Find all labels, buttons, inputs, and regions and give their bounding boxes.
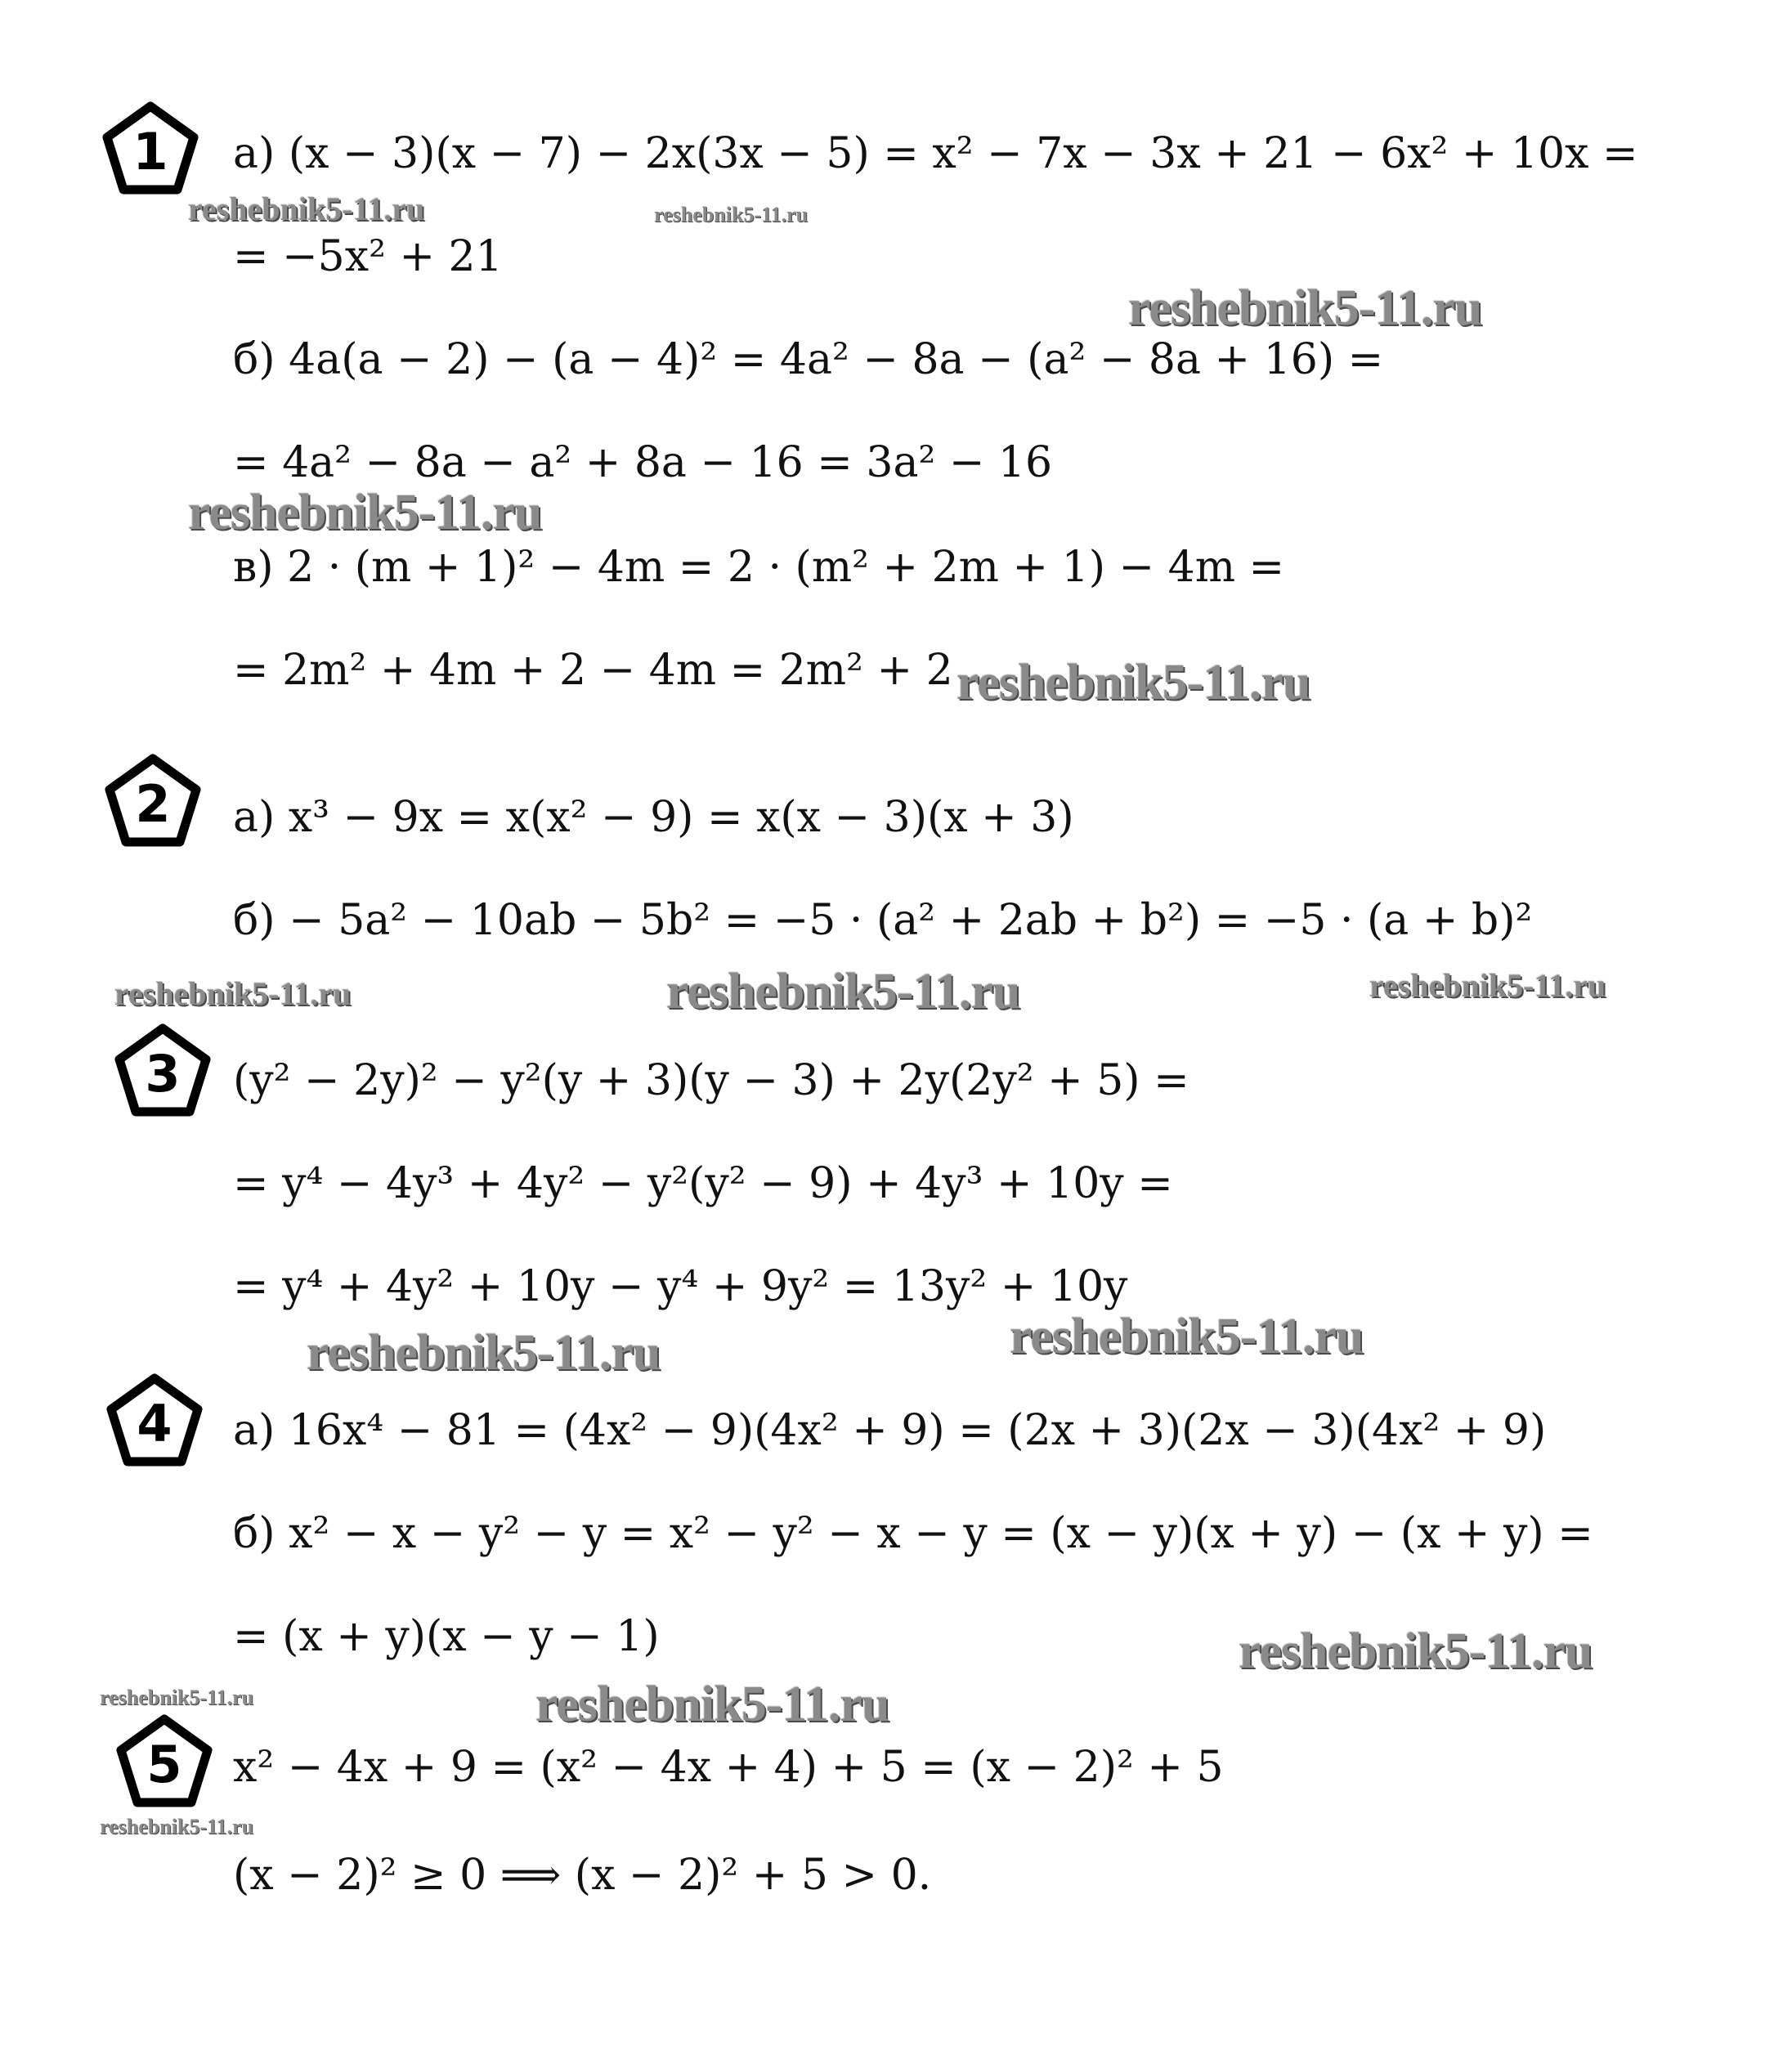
task-1-number: 1	[132, 121, 168, 181]
watermark: reshebnik5-11.ru	[1010, 1309, 1364, 1364]
watermark: reshebnik5-11.ru	[1239, 1623, 1593, 1679]
task-3-line-1: (y² − 2y)² − y²(y + 3)(y − 3) + 2y(2y² + 5) =	[233, 1056, 1189, 1105]
watermark: reshebnik5-11.ru	[307, 1325, 661, 1381]
task-4-badge	[106, 1372, 203, 1468]
task-5-line-2: (x − 2)² ≥ 0 ⟹ (x − 2)² + 5 > 0.	[233, 1851, 932, 1900]
watermark: reshebnik5-11.ru	[100, 1815, 254, 1838]
task-1-line-a: а) (x − 3)(x − 7) − 2x(3x − 5) = x² − 7x − 3x + 21 − 6x² + 10x =	[233, 129, 1638, 178]
watermark: reshebnik5-11.ru	[188, 485, 542, 540]
watermark: reshebnik5-11.ru	[114, 975, 352, 1012]
task-1-line-b-result: = 4a² − 8a − a² + 8a − 16 = 3a² − 16	[233, 438, 1053, 487]
task-1-line-v-result: = 2m² + 4m + 2 − 4m = 2m² + 2	[233, 646, 953, 695]
task-5-number: 5	[146, 1734, 182, 1794]
task-4-number: 4	[137, 1393, 172, 1453]
task-5-line-1: x² − 4x + 9 = (x² − 4x + 4) + 5 = (x − 2)² + 5	[233, 1743, 1224, 1792]
watermark: reshebnik5-11.ru	[535, 1677, 889, 1732]
task-3-line-3: = y⁴ + 4y² + 10y − y⁴ + 9y² = 13y² + 10y	[233, 1262, 1128, 1311]
task-1-badge	[102, 100, 199, 196]
task-5-badge	[116, 1713, 213, 1809]
watermark: reshebnik5-11.ru	[654, 203, 809, 226]
watermark: reshebnik5-11.ru	[1369, 967, 1606, 1004]
watermark: reshebnik5-11.ru	[956, 655, 1310, 710]
task-4-line-b: б) x² − x − y² − y = x² − y² − x − y = (x − y)(x + y) − (x + y) =	[233, 1509, 1593, 1558]
task-1-line-v: в) 2 · (m + 1)² − 4m = 2 · (m² + 2m + 1) − 4m =	[233, 543, 1285, 592]
task-4-line-a: а) 16x⁴ − 81 = (4x² − 9)(4x² + 9) = (2x + 3)(2x − 3)(4x² + 9)	[233, 1406, 1547, 1455]
task-4-line-b-result: = (x + y)(x − y − 1)	[233, 1612, 660, 1661]
task-3-line-2: = y⁴ − 4y³ + 4y² − y²(y² − 9) + 4y³ + 10y =	[233, 1159, 1173, 1208]
watermark: reshebnik5-11.ru	[666, 964, 1020, 1019]
task-1-line-a-result: = −5x² + 21	[233, 232, 503, 281]
watermark: reshebnik5-11.ru	[1128, 280, 1482, 336]
watermark: reshebnik5-11.ru	[188, 190, 425, 227]
task-3-badge	[114, 1022, 211, 1118]
task-3-number: 3	[145, 1043, 181, 1104]
task-2-line-b: б) − 5a² − 10ab − 5b² = −5 · (a² + 2ab + b²) = −5 · (a + b)²	[233, 896, 1533, 945]
watermark: reshebnik5-11.ru	[100, 1686, 254, 1709]
task-1-line-b: б) 4a(a − 2) − (a − 4)² = 4a² − 8a − (a² − 8a + 16) =	[233, 335, 1384, 384]
task-2-line-a: а) x³ − 9x = x(x² − 9) = x(x − 3)(x + 3)	[233, 793, 1074, 842]
task-2-badge	[105, 752, 201, 849]
task-2-number: 2	[135, 773, 171, 834]
